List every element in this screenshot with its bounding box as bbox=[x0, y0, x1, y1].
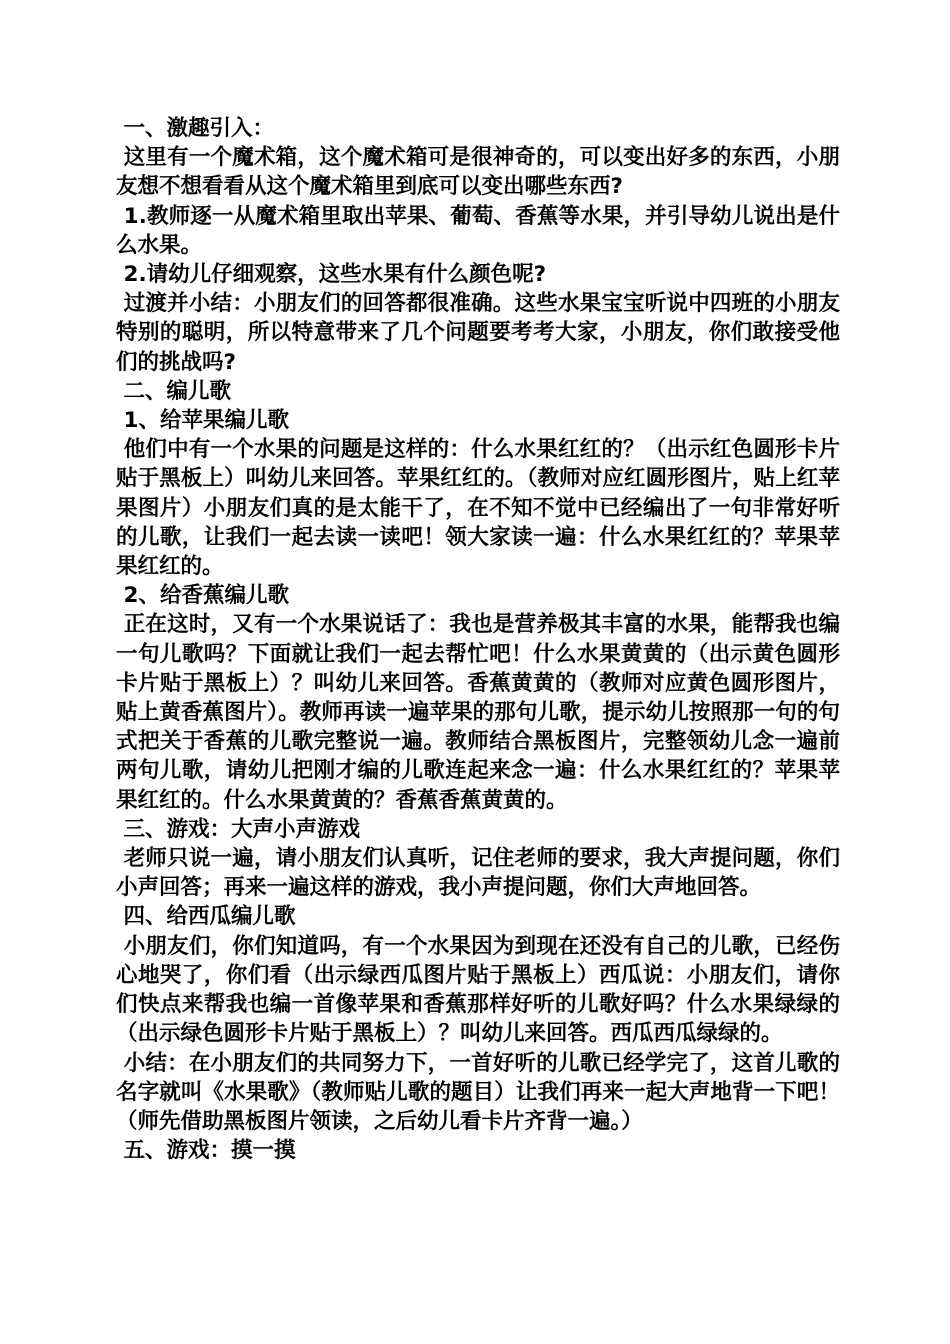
subheading-apple: 1、给苹果编儿歌 bbox=[116, 408, 289, 434]
paragraph-watermelon: 小朋友们，你们知道吗，有一个水果因为到现在还没有自己的儿歌，已经伤心地哭了，你们看（出示绿西瓜图片贴于黑板上）西瓜说：小朋友们，请你们快点来帮我也编一首像苹果和香蕉那样好听的儿歌好吗？什么水果绿绿的（出示绿色圆形卡片贴于黑板上）？叫幼儿来回答。西瓜西瓜绿绿的。 bbox=[116, 933, 840, 1047]
paragraph-banana: 正在这时，又有一个水果说话了：我也是营养极其丰富的水果，能帮我也编一句儿歌吗？下面就让我们一起去帮忙吧！什么水果黄黄的（出示黄色圆形卡片贴于黑板上）？叫幼儿来回答。香蕉黄黄的（教师对应黄色圆形图片，贴上黄香蕉图片）。教师再读一遍苹果的那句儿歌，提示幼儿按照那一句的句式把关于香蕉的儿歌完整说一遍。教师结合黑板图片，完整领幼儿念一遍前两句儿歌，请幼儿把刚才编的儿歌连起来念一遍：什么水果红红的？苹果苹果红红的。什么水果黄黄的？香蕉香蕉黄黄的。 bbox=[116, 612, 840, 813]
section-heading-loud-quiet-game: 三、游戏：大声小声游戏 bbox=[116, 816, 361, 842]
paragraph-loud-quiet-game: 老师只说一遍，请小朋友们认真听，记住老师的要求，我大声提问题，你们小声回答；再来一遍这样的游戏，我小声提问题，你们大声地回答。 bbox=[116, 846, 840, 901]
document-body bbox=[116, 114, 840, 1165]
subheading-banana: 2、给香蕉编儿歌 bbox=[116, 583, 289, 609]
paragraph-magic-box: 这里有一个魔术箱，这个魔术箱可是很神奇的，可以变出好多的东西，小朋友想不想看看从这个魔术箱里到底可以变出哪些东西? bbox=[116, 145, 840, 200]
section-heading-touch-game: 五、游戏：摸一摸 bbox=[116, 1138, 296, 1164]
paragraph-apple: 他们中有一个水果的问题是这样的：什么水果红红的？（出示红色圆形卡片贴于黑板上）叫幼儿来回答。苹果红红的。（教师对应红圆形图片，贴上红苹果图片）小朋友们真的是太能干了，在不知不觉中已经编出了一句非常好听的儿歌，让我们一起去读一读吧！领大家读一遍：什么水果红红的？苹果苹果红红的。 bbox=[116, 437, 840, 580]
paragraph-summary: 小结：在小朋友们的共同努力下，一首好听的儿歌已经学完了，这首儿歌的名字就叫《水果歌》（教师贴儿歌的题目）让我们再来一起大声地背一下吧！（师先借助黑板图片领读，之后幼儿看卡片齐背一遍。） bbox=[116, 1050, 840, 1134]
section-heading-intro: 一、激趣引入： bbox=[116, 116, 275, 141]
section-heading-rhyme: 二、编儿歌 bbox=[116, 378, 232, 404]
paragraph-step-2: 2.请幼儿仔细观察，这些水果有什么颜色呢? bbox=[116, 262, 547, 288]
section-heading-watermelon: 四、给西瓜编儿歌 bbox=[116, 904, 296, 930]
paragraph-transition-summary: 过渡并小结：小朋友们的回答都很准确。这些水果宝宝听说中四班的小朋友特别的聪明，所以特意带来了几个问题要考考大家，小朋友，你们敢接受他们的挑战吗? bbox=[116, 291, 840, 375]
paragraph-step-1: 1.教师逐一从魔术箱里取出苹果、葡萄、香蕉等水果，并引导幼儿说出是什么水果。 bbox=[116, 203, 840, 258]
